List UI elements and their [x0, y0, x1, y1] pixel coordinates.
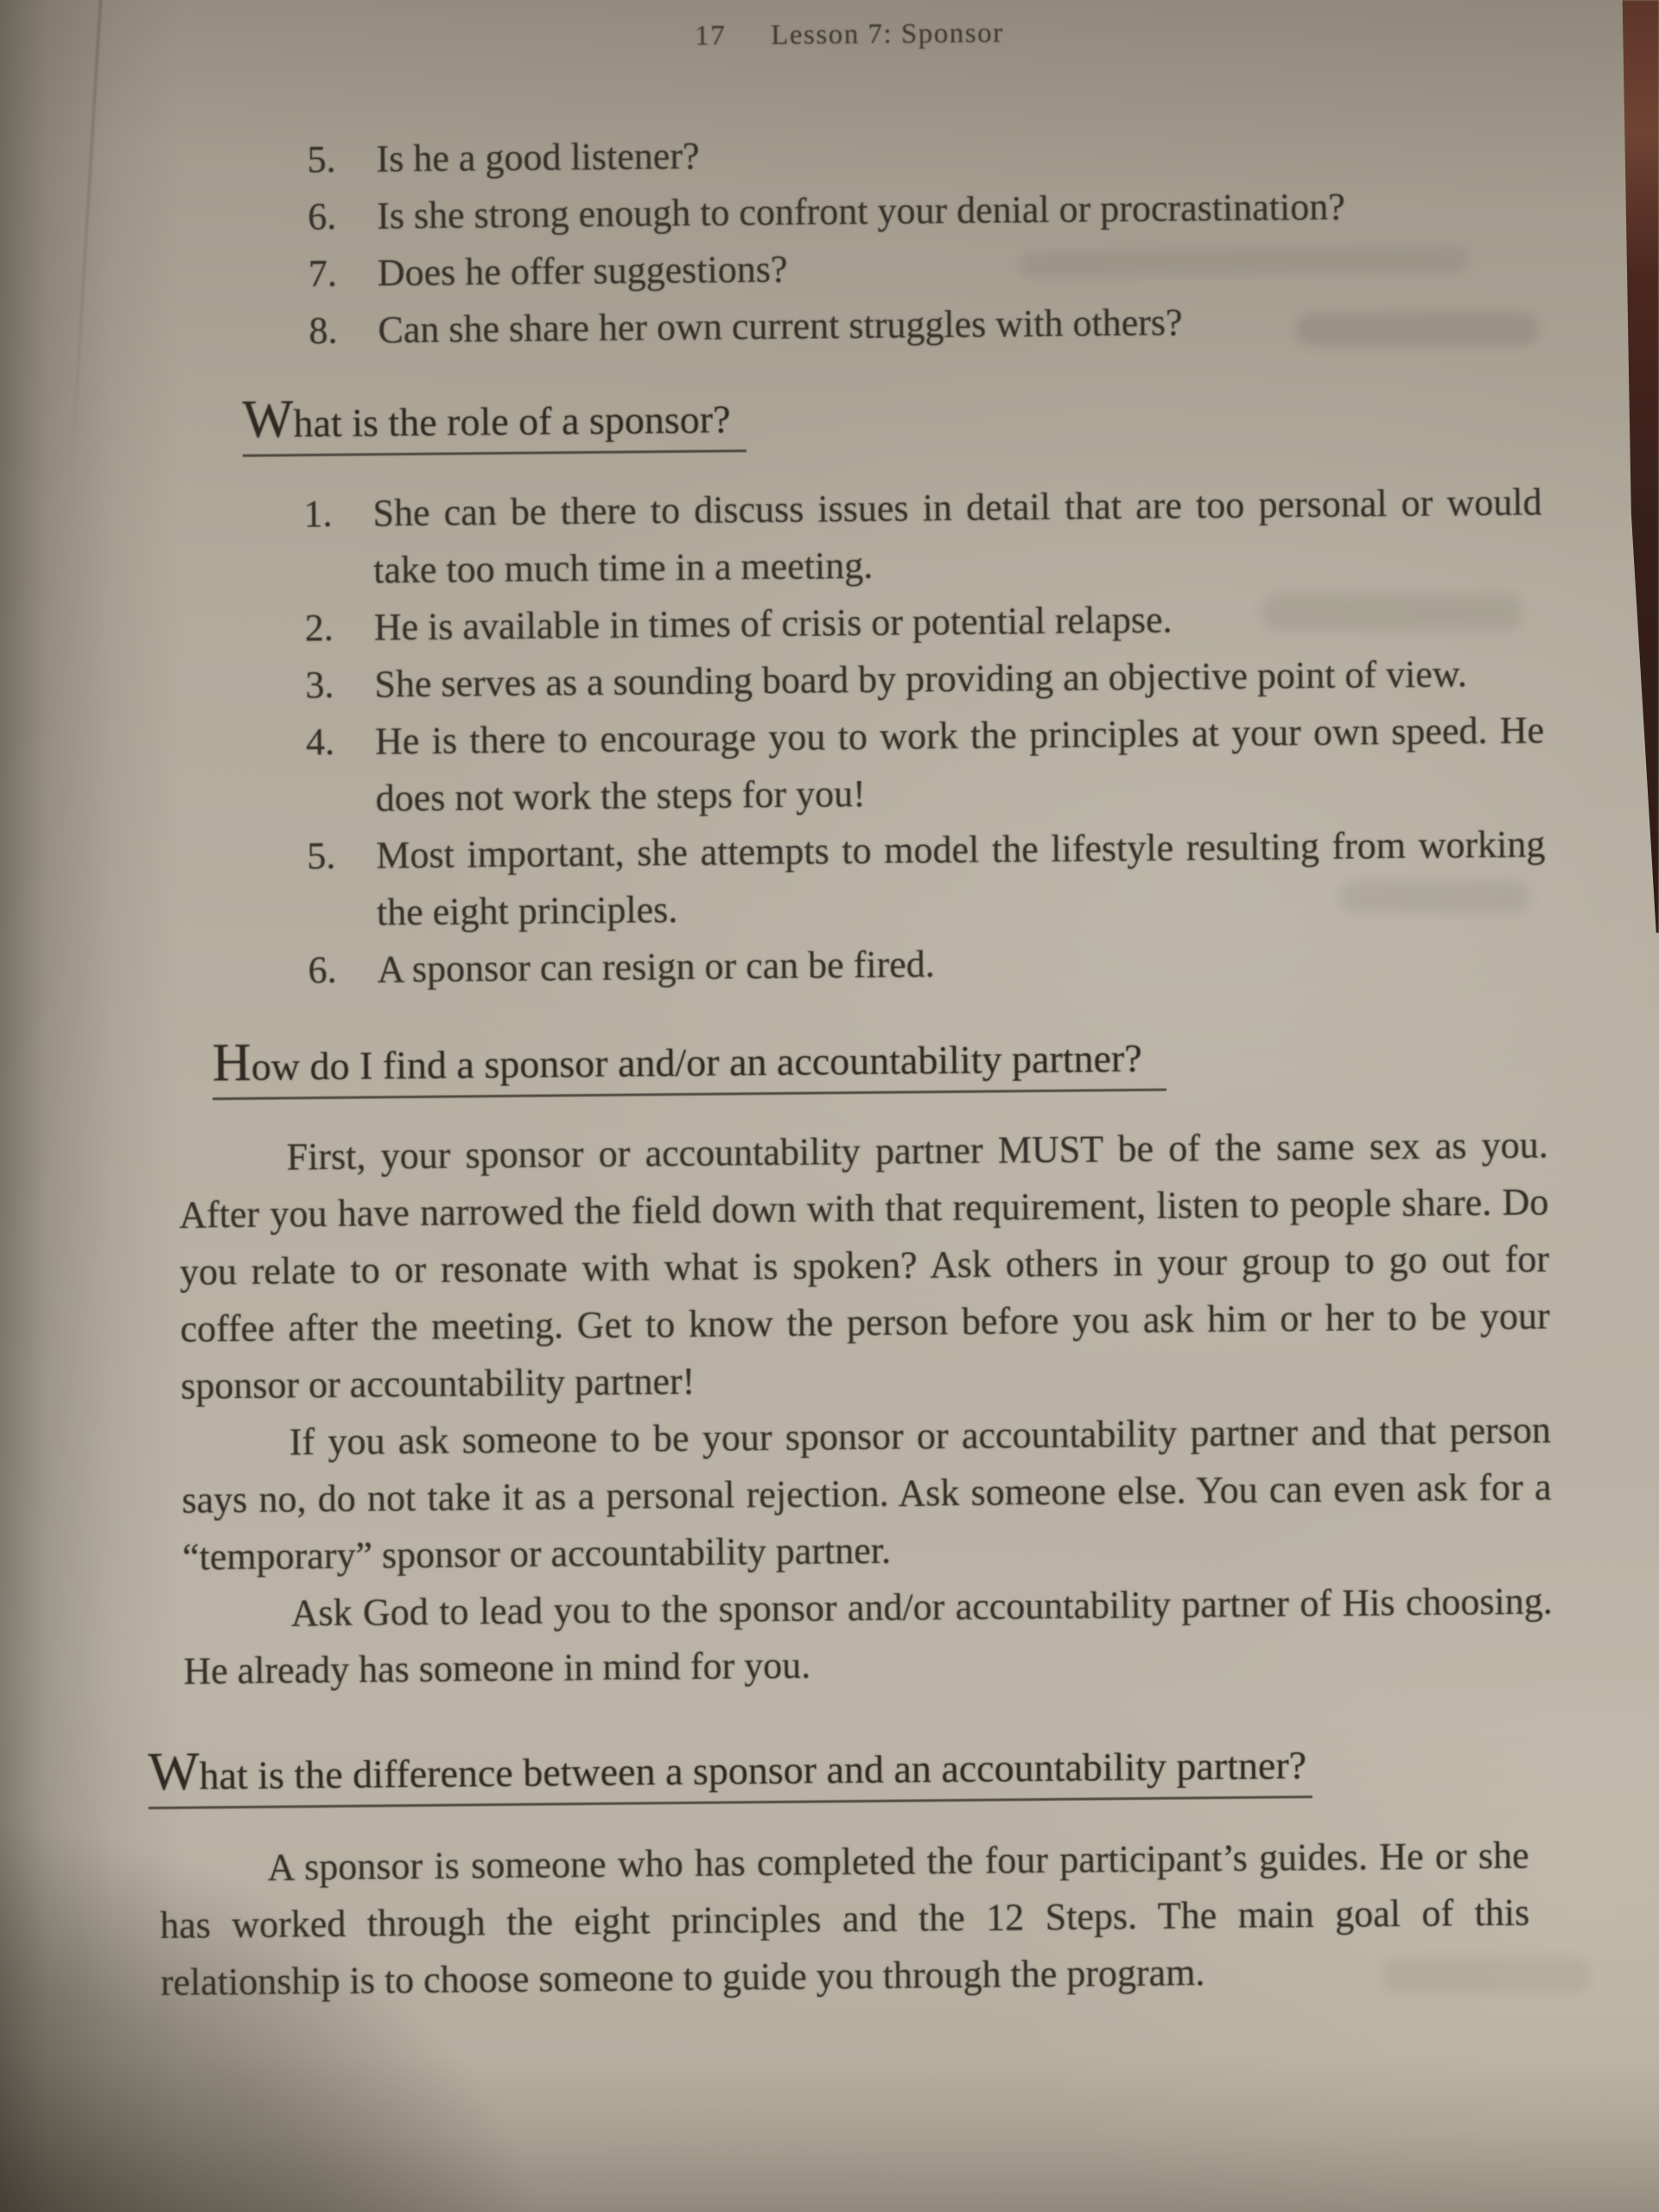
page-content: [148, 0, 1556, 2012]
item-number: 7.: [308, 251, 338, 296]
item-number: 5.: [307, 834, 336, 878]
page-crease: [69, 0, 102, 489]
section-heading-role: What is the role of a sponsor?: [242, 390, 747, 457]
role-list: [172, 474, 1547, 1000]
item-text: She serves as a sounding board by providing an objective point of view.: [374, 652, 1467, 706]
item-text: He is available in times of crisis or potential relapse.: [373, 598, 1173, 649]
paragraph: If you ask someone to be your sponsor or accountability partner and that person says no, do not take it as a personal rejection. Ask someone else. You can even ask for a “temporary” sponsor or accountability partner.: [181, 1408, 1552, 1579]
item-number: 8.: [308, 308, 338, 353]
section-difference: [148, 1687, 1556, 2011]
paragraph: A sponsor is someone who has completed the four participant’s guides. He or she has worked through the eight principles and the 12 Steps. The main goal of this relationship is to choose someone to guide you through the program.: [159, 1834, 1530, 2004]
item-number: 6.: [308, 194, 337, 238]
item-text: Does he offer suggestions?: [377, 247, 788, 295]
item-text: Is she strong enough to confront your denial or procrastination?: [377, 185, 1345, 238]
list-item: [307, 816, 1546, 942]
item-number: 3.: [305, 663, 334, 707]
running-title: Lesson 7: Sponsor: [771, 17, 1004, 51]
item-number: 4.: [305, 720, 335, 764]
item-number: 5.: [307, 137, 336, 181]
question-list: [168, 119, 1540, 360]
list-item: [308, 930, 1547, 999]
running-header: [695, 10, 1537, 53]
table-edge-shadow: [1619, 0, 1659, 933]
section-find: [177, 987, 1554, 1700]
item-text: He is there to encourage you to work the principles at your own speed. He does not work the steps for you!: [374, 709, 1545, 820]
list-item: [306, 702, 1545, 828]
list-item: [303, 474, 1542, 600]
item-text: Is he a good listener?: [376, 134, 700, 181]
item-text: Can she share her own current struggles with others?: [378, 301, 1183, 352]
paragraph: Ask God to lead you to the sponsor and/or accountability partner of His choosing. He already has someone in mind for you.: [183, 1580, 1553, 1693]
section-role: [171, 347, 1547, 1000]
item-number: 2.: [304, 606, 334, 650]
section-heading-difference: What is the difference between a sponsor and an accountability partner?: [148, 1736, 1312, 1809]
item-text: Most important, she attempts to model the lifestyle resulting from working the eight principles.: [376, 823, 1546, 934]
section-heading-find: How do I find a sponsor and/or an accountability partner?: [212, 1029, 1166, 1101]
item-text: A sponsor can resign or can be fired.: [377, 943, 935, 991]
paragraph: First, your sponsor or accountability partner MUST be of the same sex as you. After you have narrowed the field down with that requirement, listen to people share. Do you relate to or resonate with what is spoken? Ask others in your group to go out for coffee after the meeting. Get to know the person before you ask him or her to be your sponsor or accountability partner!: [179, 1123, 1550, 1408]
page-number: 17: [695, 20, 727, 52]
item-number: 1.: [303, 492, 333, 536]
item-text: She can be there to discuss issues in detail that are too personal or would take too much time in a meeting.: [372, 480, 1542, 592]
item-number: 6.: [308, 948, 337, 992]
